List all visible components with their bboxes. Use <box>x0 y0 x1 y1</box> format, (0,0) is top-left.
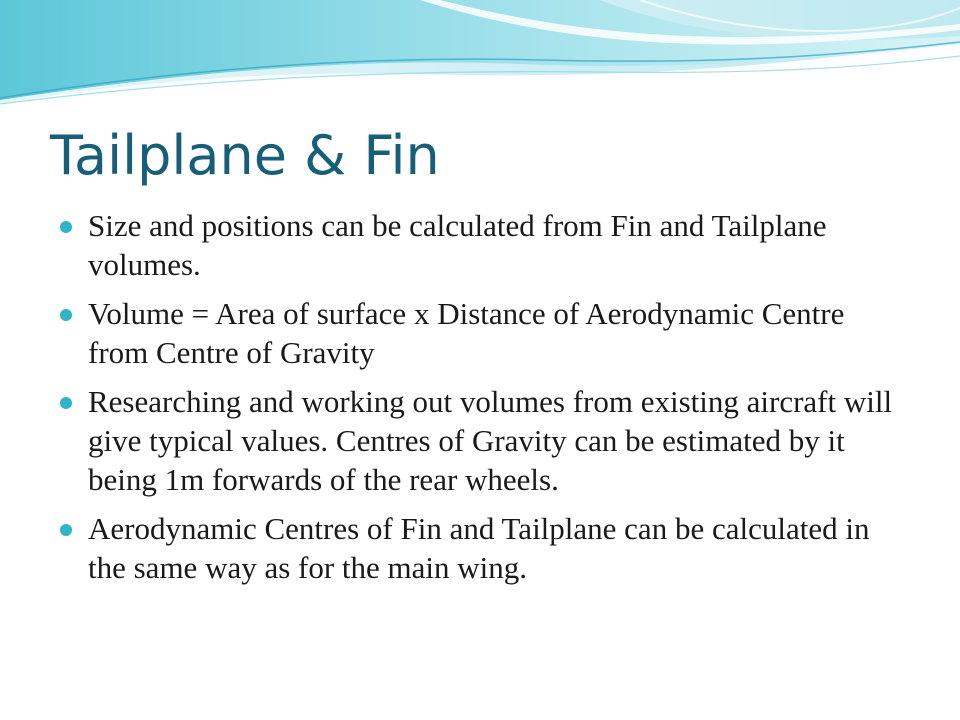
bullet-dot-icon <box>60 221 72 233</box>
bullet-text: Volume = Area of surface x Distance of Aerodynamic Centre from Centre of Gravity <box>88 296 845 370</box>
bullet-text: Size and positions can be calculated from Fin and Tailplane volumes. <box>88 208 827 282</box>
bullet-item <box>60 294 900 372</box>
bullet-item <box>60 206 900 284</box>
bullet-item <box>60 509 900 587</box>
bullet-list <box>60 206 900 597</box>
bullet-item <box>60 382 900 499</box>
bullet-dot-icon <box>60 309 72 321</box>
bullet-text: Researching and working out volumes from existing aircraft will give typical values. Centres of Gravity can be estimated by it being 1m forwards of the rear wheels. <box>88 384 893 497</box>
bullet-dot-icon <box>60 524 72 536</box>
bullet-dot-icon <box>60 397 72 409</box>
bullet-text: Aerodynamic Centres of Fin and Tailplane can be calculated in the same way as for the main wing. <box>88 511 870 585</box>
header-wave-decoration <box>0 0 960 120</box>
slide-title: Tailplane & Fin <box>50 124 440 187</box>
